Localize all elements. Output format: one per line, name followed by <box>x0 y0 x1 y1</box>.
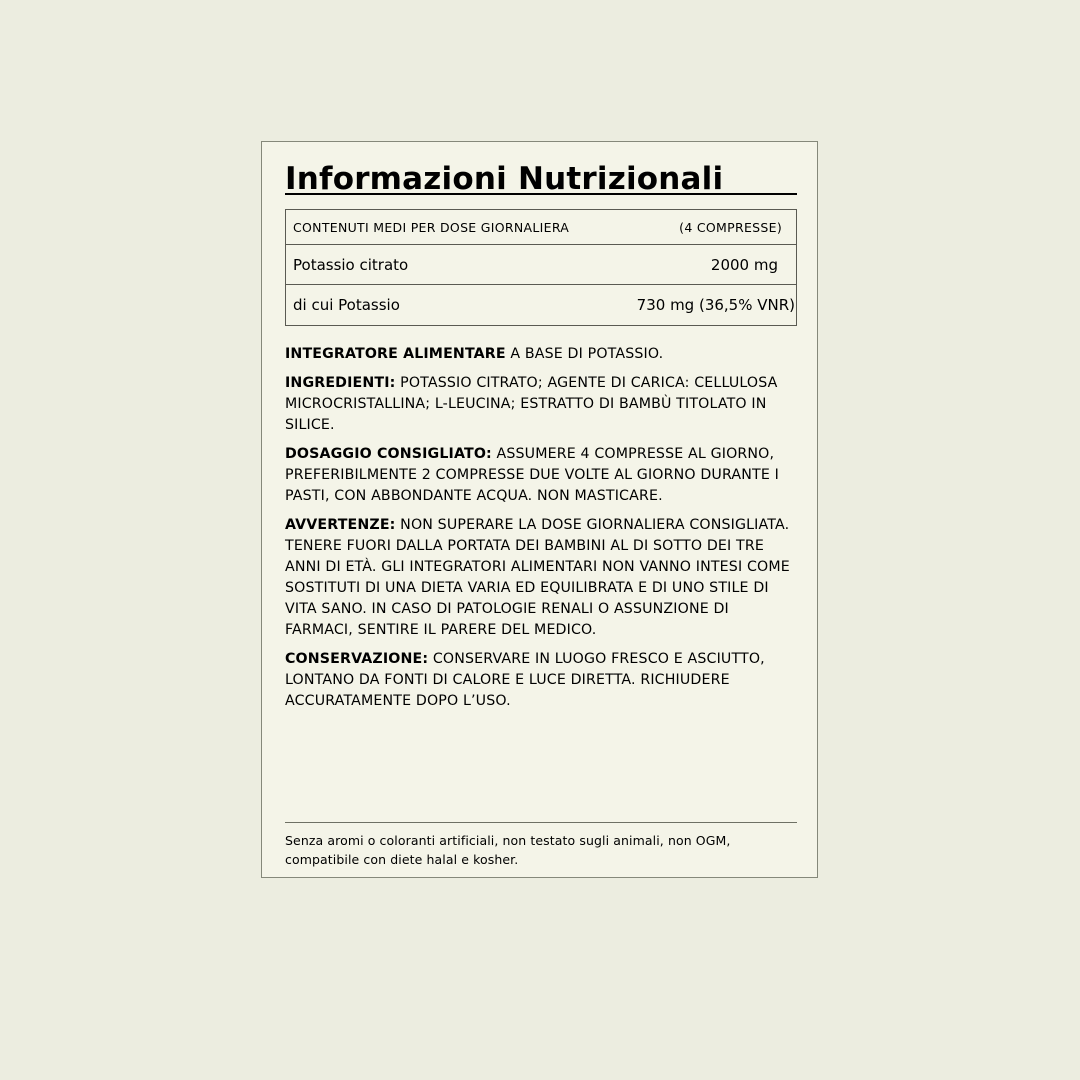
nutrient-name: Potassio citrato <box>293 255 409 274</box>
table-row <box>286 284 796 325</box>
section-heading: INGREDIENTI: <box>285 375 396 391</box>
section-text: ASSUMERE 4 COMPRESSE AL GIORNO, PREFERIBILMENTE 2 COMPRESSE DUE VOLTE AL GIORNO DURANTE I PASTI, CON ABBONDANTE ACQUA. NON MASTICARE. <box>285 446 779 504</box>
section-text: CONSERVARE IN LUOGO FRESCO E ASCIUTTO, LONTANO DA FONTI DI CALORE E LUCE DIRETTA. RICHIUDERE ACCURATAMENTE DOPO L’USO. <box>285 651 765 709</box>
section-text: A BASE DI POTASSIO. <box>505 346 664 362</box>
nutrition-label <box>261 141 818 878</box>
footer-divider <box>285 822 797 823</box>
section-warnings <box>285 515 801 641</box>
section-heading: DOSAGGIO CONSIGLIATO: <box>285 446 492 462</box>
nutrient-value: 2000 mg <box>710 255 778 274</box>
section-supplement-type <box>285 344 801 365</box>
section-text: NON SUPERARE LA DOSE GIORNALIERA CONSIGLIATA. TENERE FUORI DALLA PORTATA DEI BAMBINI AL DI SOTTO DEI TRE ANNI DI ETÀ. GLI INTEGRATORI ALIMENTARI NON VANNO INTESI COME SOSTITUTI DI UNA DIETA VARIA ED EQUILIBRATA E DI UNO STILE DI VITA SANO. IN CASO DI PATOLOGIE RENALI O ASSUNZIONE DI FARMACI, SENTIRE IL PARERE DEL MEDICO. <box>285 517 790 638</box>
header-dose-quantity: (4 COMPRESSE) <box>679 219 782 235</box>
nutrient-name: di cui Potassio <box>293 296 400 314</box>
section-heading: AVVERTENZE: <box>285 517 396 533</box>
nutrition-table-header <box>286 210 796 244</box>
section-storage <box>285 649 801 712</box>
footer-note: Senza aromi o coloranti artificiali, non testato sugli animali, non OGM, compatibile con diete halal e kosher. <box>285 833 731 867</box>
nutrition-table <box>285 209 797 326</box>
section-ingredients <box>285 373 801 436</box>
nutrient-value: 730 mg (36,5% VNR) <box>636 296 795 314</box>
label-title: Informazioni Nutrizionali <box>285 160 797 195</box>
label-sections <box>285 344 801 720</box>
section-text: POTASSIO CITRATO; AGENTE DI CARICA: CELLULOSA MICROCRISTALLINA; L-LEUCINA; ESTRATTO DI BAMBÙ TITOLATO IN SILICE. <box>285 375 778 433</box>
section-heading: CONSERVAZIONE: <box>285 651 429 667</box>
section-heading: INTEGRATORE ALIMENTARE <box>285 346 506 362</box>
section-dosage <box>285 444 801 507</box>
header-dose-label: CONTENUTI MEDI PER DOSE GIORNALIERA <box>293 219 570 235</box>
table-row <box>286 244 796 284</box>
